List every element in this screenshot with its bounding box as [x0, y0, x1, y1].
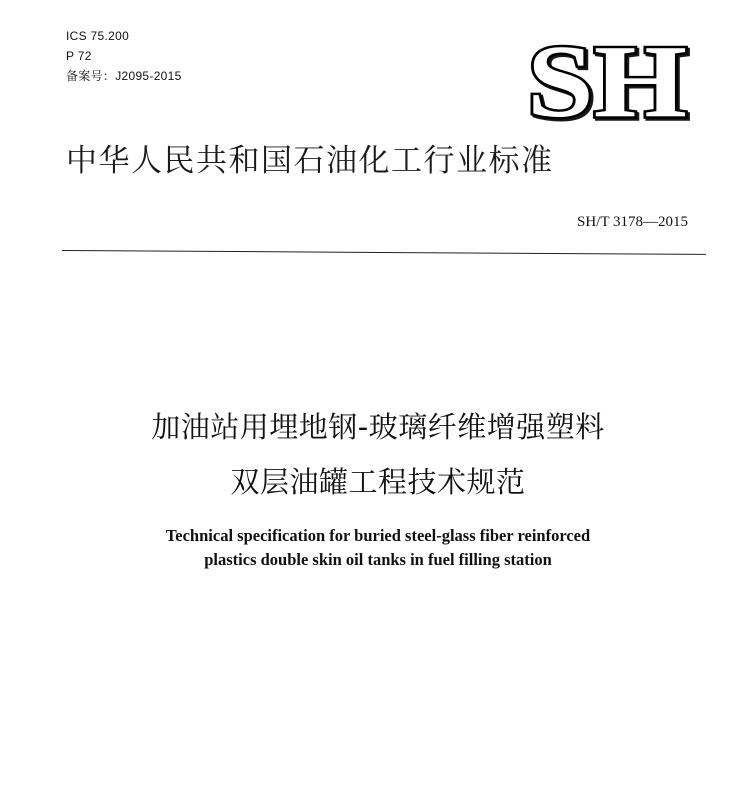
document-metadata	[66, 26, 182, 86]
sh-logo	[522, 28, 692, 128]
filing-number: 备案号：J2095-2015	[66, 69, 182, 83]
ics-code: ICS 75.200	[66, 29, 130, 43]
title-cn-line1: 加油站用埋地钢-玻璃纤维增强塑料	[151, 410, 605, 444]
standard-name: 中华人民共和国石油化工行业标准	[66, 143, 554, 179]
title-cn-line2: 双层油罐工程技术规范	[230, 465, 526, 499]
standard-number: SH/T 3178—2015	[577, 214, 688, 230]
title-en-line1: Technical specification for buried steel-glass fiber reinforced	[165, 526, 591, 545]
sh-logo-text: SH	[527, 28, 687, 128]
header-divider	[62, 250, 706, 255]
title-en-line2: plastics double skin oil tanks in fuel filling station	[204, 550, 552, 569]
category-code: P 72	[66, 49, 92, 63]
